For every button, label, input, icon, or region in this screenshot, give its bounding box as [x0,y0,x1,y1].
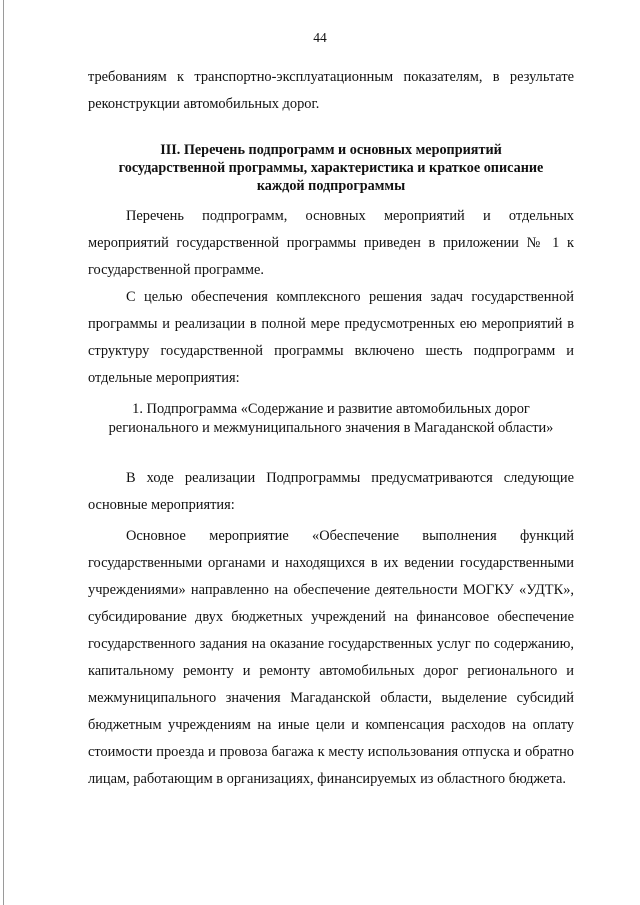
subprogram-title-line-1: 1. Подпрограмма «Содержание и развитие автомобильных дорог [132,401,530,417]
section-heading-line-1: III. Перечень подпрограмм и основных мероприятий [160,142,502,158]
section-heading-line-2: государственной программы, характеристика и краткое описание [118,160,544,176]
scan-edge-line [3,0,4,905]
page-content [88,64,574,793]
subprogram-title [88,400,574,438]
intro-paragraph: Перечень подпрограмм, основных мероприятий и отдельных мероприятий государственной программы приведен в приложении № 1 к государственной программе. [88,208,574,278]
section-heading [88,141,574,195]
page-number: 44 [313,30,327,45]
section-heading-line-3: каждой подпрограммы [256,178,406,194]
continuation-paragraph: требованиям к транспортно-эксплуатационным показателям, в результате реконструкции автомобильных дорог. [88,69,574,112]
main-activity-paragraph: Основное мероприятие «Обеспечение выполнения функций государственными органами и находящихся в их ведении государственными учреждениями» направленно на обеспечение деятельности МОГКУ «УДТК», субсидирование двух бюджетных учреждений на финансовое обеспечение государственного задания на оказание государственных услуг по содержанию, капитальному ремонту и ремонту автомобильных дорог регионального и межмуниципального значения Магаданской области, выделение субсидий бюджетным учреждениям на иные цели и компенсация расходов на оплату стоимости проезда и провоза багажа к месту использования отпуска и обратно лицам, работающим в организациях, финансируемых из областного бюджета. [88,528,574,787]
purpose-paragraph: С целью обеспечения комплексного решения задач государственной программы и реализации в полной мере предусмотренных ею мероприятий в структуру государственной программы включено шесть подпрограмм и отдельные мероприятия: [88,289,574,386]
subprogram-title-line-2: регионального и межмуниципального значения в Магаданской области» [108,420,554,436]
course-paragraph: В ходе реализации Подпрограммы предусматриваются следующие основные мероприятия: [88,470,574,513]
